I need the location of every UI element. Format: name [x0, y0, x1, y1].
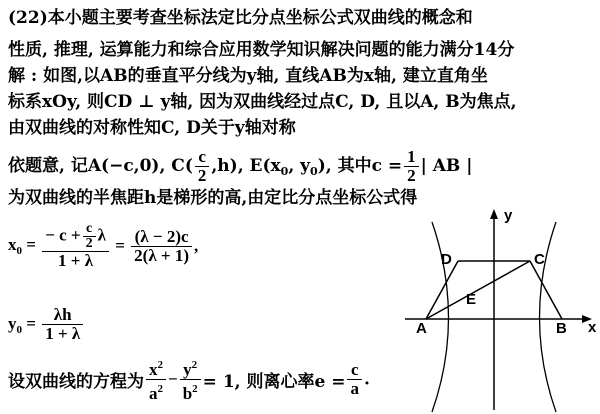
- y0-eq: =: [26, 313, 36, 333]
- line6-part-b: ,h), E(x: [211, 156, 281, 176]
- y0-num: λh: [42, 306, 83, 325]
- y0-den: 1 + λ: [45, 324, 81, 343]
- b-sup: 2: [192, 383, 198, 395]
- point-D-label: D: [441, 251, 452, 268]
- x0-comma: ,: [194, 236, 199, 255]
- last-part-a: 设双曲线的方程为: [8, 372, 144, 392]
- line6-part-e: | AB |: [420, 156, 473, 176]
- x-axis-label: x: [588, 319, 597, 336]
- x-var: x: [149, 360, 158, 379]
- minus-sign: −: [168, 369, 178, 389]
- x0-sub: 0: [16, 245, 22, 257]
- text-line-3: 解 : 如图,以AB的垂直平分线为y轴, 直线AB为x轴, 建立直角坐: [8, 66, 488, 86]
- y-axis-arrow-icon: [490, 209, 498, 219]
- y0-var: y: [8, 313, 17, 333]
- text-line-4: 标系xOy, 则CD ⊥ y轴, 因为双曲线经过点C, D, 且以A, B为焦点,: [8, 92, 517, 112]
- text-line-1: (22)本小题主要考查坐标法定比分点坐标公式双曲线的概念和: [8, 8, 473, 28]
- x0-eq2: =: [115, 236, 125, 255]
- text-line-7: 为双曲线的半焦距h是梯形的高,由定比分点坐标公式得: [8, 188, 418, 208]
- point-C-label: C: [534, 251, 545, 268]
- period: .: [363, 369, 370, 390]
- y0-sub: 0: [16, 323, 22, 336]
- x-sup: 2: [157, 359, 163, 371]
- subscript-0b: 0: [310, 165, 318, 178]
- x0-r-den: 2(λ + 1): [134, 245, 190, 265]
- x0-denominator: 1 + λ: [58, 251, 94, 270]
- point-E-label: E: [466, 291, 477, 308]
- b-var: b: [182, 384, 193, 403]
- subscript-0: 0: [280, 165, 289, 178]
- x0-num-a: − c +: [45, 225, 81, 245]
- last-part-eq: = 1, 则离心率e =: [202, 372, 346, 392]
- a-var: a: [149, 384, 158, 403]
- line6-part-a: 依题意, 记A(−c,0), C(: [8, 156, 193, 176]
- x0-num-b: λ: [97, 225, 106, 245]
- inner-num: c: [83, 222, 96, 237]
- y-axis-label: y: [504, 207, 513, 224]
- point-B-label: B: [556, 320, 567, 337]
- a-den: a: [350, 379, 359, 398]
- point-A-label: A: [416, 320, 427, 337]
- x0-r-num: (λ − 2)c: [131, 228, 192, 247]
- a-sup: 2: [157, 383, 163, 395]
- frac-num: 1: [404, 148, 419, 167]
- frac-den: 2: [197, 166, 207, 185]
- text-line-2: 性质, 推理, 运算能力和综合应用数学知识解决问题的能力满分14分: [8, 40, 515, 60]
- y-sup: 2: [191, 359, 198, 371]
- inner-den: 2: [85, 236, 93, 251]
- x0-var: x: [8, 235, 17, 254]
- line6-part-d: ), 其中c =: [317, 156, 403, 176]
- c-var: c: [347, 361, 362, 380]
- line6-part-c: , y: [288, 156, 311, 176]
- text-line-5: 由双曲线的对称性知C, D关于y轴对称: [8, 118, 296, 138]
- x0-eq: =: [26, 235, 36, 254]
- y-var: y: [183, 360, 192, 379]
- segment-CB: [530, 261, 562, 319]
- frac-num: c: [195, 148, 210, 167]
- frac-den: 2: [407, 166, 416, 185]
